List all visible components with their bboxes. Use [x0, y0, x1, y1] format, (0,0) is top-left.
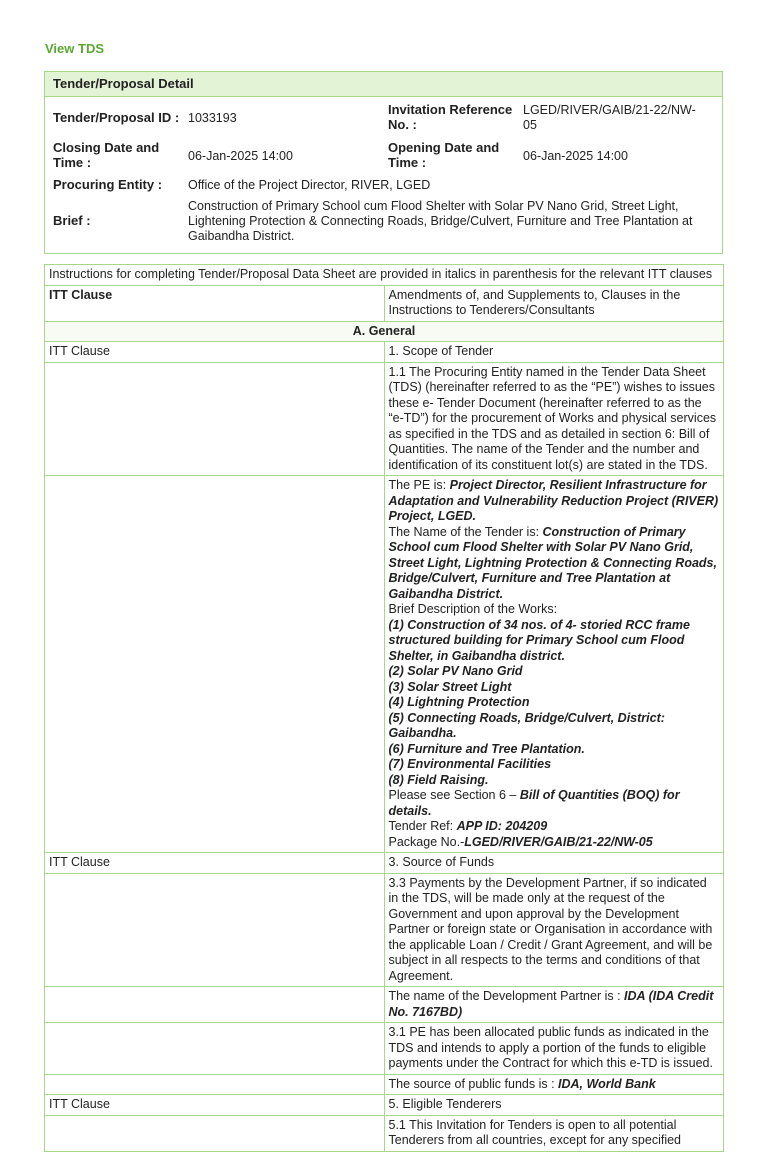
tds-intro: Instructions for completing Tender/Proposal Data Sheet are provided in italics in parenthesis for the relevant ITT clauses: [45, 265, 724, 286]
eligible-clause-5-1: 5.1 This Invitation for Tenders is open to all potential Tenderers from all countries, except for any specified: [384, 1115, 724, 1151]
table-row: [45, 285, 724, 321]
work-item: (8) Field Raising.: [388, 772, 489, 787]
table-row: [45, 1023, 724, 1075]
tender-id-label: Tender/Proposal ID :: [53, 110, 180, 125]
tender-ref-value: APP ID: 204209: [456, 819, 548, 833]
public-funds-row: The source of public funds is : IDA, World Bank: [384, 1074, 724, 1095]
table-row: [45, 1074, 724, 1095]
work-item: (3) Solar Street Light: [388, 679, 512, 694]
scope-clause-1-1: 1.1 The Procuring Entity named in the Tender Data Sheet (TDS) (hereinafter referred to as the “PE”) wishes to issues these e- Tender Document (hereinafter referred to as the “e-TD”) for the procurement of Works and physical services as specified in the TDS and as detailed in section 6: Bill of Quantities. The name of the Tender and the number and identification of its constituent lot(s) are stated in the TDS.: [384, 362, 724, 476]
procuring-entity-label: Procuring Entity :: [53, 177, 163, 192]
package-no-value: LGED/RIVER/GAIB/21-22/NW-05: [464, 834, 653, 849]
scope-details: The PE is: Project Director, Resilient Infrastructure for Adaptation and Vulnerability Reduction Project (RIVER) Project, LGED. The Name of the Tender is: Construction of Primary School cum Flood Shelter with Solar PV Nano Grid, Street Light, Lightning Protection & Connecting Roads, Bridge/Culvert, Furniture and Tree Plantation at Gaibandha District. Brief Description of the Works: (1) Construction of 34 nos. of 4- storied RCC frame structured building for Primary School cum Flood Shelter, in Gaibandha district. (2) Solar PV Nano Grid (3) Solar Street Light (4) Lightning Protection (5) Connecting Roads, Bridge/Culvert, District: Gaibandha. (6) Furniture and Tree Plantation. (7) Environmental Facilities (8) Field Raising. Please see Section 6 – Bill of Quantities (BOQ) for details. Tender Ref: APP ID: 204209 Package No.-LGED/RIVER/GAIB/21-22/NW-05: [384, 476, 724, 853]
brief-label: Brief :: [53, 213, 91, 228]
closing-date-label: Closing Date and Time :: [53, 140, 160, 170]
funds-clause-3-3: 3.3 Payments by the Development Partner, if so indicated in the TDS, will be made only at the request of the Government and upon approval by the Development Partner or foreign state or Organisation in accordance with the applicable Loan / Credit / Grant Agreement, and will be subject in all respects to the terms and conditions of that Agreement.: [384, 873, 724, 987]
table-row: [45, 265, 724, 286]
scope-title: 1. Scope of Tender: [384, 342, 724, 363]
eligible-title: 5. Eligible Tenderers: [384, 1095, 724, 1116]
funds-title: 3. Source of Funds: [384, 853, 724, 874]
table-row: [45, 1115, 724, 1151]
dev-partner-row: The name of the Development Partner is : IDA (IDA Credit No. 7167BD): [384, 987, 724, 1023]
table-row: [45, 1095, 724, 1116]
work-item: (4) Lightning Protection: [388, 695, 530, 709]
tender-name-value: Construction of Primary School cum Flood Shelter with Solar PV Nano Grid, Street Light, Lightning Protection & Connecting Roads, Bridge/Culvert, Furniture and Tree Plantation at Gaibandha District.: [388, 524, 717, 601]
itt-clause-label: ITT Clause: [45, 342, 385, 363]
tender-detail-header: Tender/Proposal Detail: [45, 72, 722, 97]
table-row: [45, 987, 724, 1023]
itt-clause-header: ITT Clause: [45, 285, 385, 321]
table-row: [45, 853, 724, 874]
procuring-entity-value: Office of the Project Director, RIVER, LGED: [188, 178, 431, 192]
tds-table: [44, 264, 724, 1152]
closing-date-value: 06-Jan-2025 14:00: [188, 149, 293, 163]
work-item: (7) Environmental Facilities: [388, 757, 552, 771]
work-item: (6) Furniture and Tree Plantation.: [388, 741, 585, 756]
opening-date-value: 06-Jan-2025 14:00: [523, 149, 628, 163]
opening-date-label: Opening Date and Time :: [388, 140, 500, 170]
table-row: [45, 321, 724, 342]
table-row: [45, 476, 724, 853]
section-a-heading: A. General: [45, 321, 724, 342]
invitation-ref-label: Invitation Reference No. :: [388, 102, 513, 132]
itt-clause-label: ITT Clause: [45, 853, 385, 874]
work-item: (5) Connecting Roads, Bridge/Culvert, District: Gaibandha.: [388, 710, 665, 740]
brief-value: Construction of Primary School cum Flood Shelter with Solar PV Nano Grid, Street Light, Lightening Protection & Connecting Roads, Bridge/Culvert, Furniture and Tree Plantation at Gaibandha District.: [188, 199, 693, 243]
page-title: View TDS: [45, 41, 105, 56]
amendments-header: Amendments of, and Supplements to, Clauses in the Instructions to Tenderers/Consultants: [384, 285, 724, 321]
invitation-ref-value: LGED/RIVER/GAIB/21-22/NW- 05: [523, 103, 696, 132]
tender-id-value: 1033193: [188, 111, 237, 125]
table-row: [45, 342, 724, 363]
dev-partner-value: IDA (IDA Credit No. 7167BD): [388, 989, 714, 1019]
table-row: [45, 873, 724, 987]
work-item: (1) Construction of 34 nos. of 4- storied RCC frame structured building for Primary School cum Flood Shelter, in Gaibandha district.: [388, 617, 690, 663]
public-funds-value: IDA, World Bank: [558, 1076, 656, 1091]
pe-value: Project Director, Resilient Infrastructure for Adaptation and Vulnerability Reduction Project (RIVER) Project, LGED.: [388, 478, 719, 523]
tender-detail-panel: [44, 71, 723, 254]
funds-clause-3-1: 3.1 PE has been allocated public funds as indicated in the TDS and intends to apply a portion of the funds to eligible payments under the Contract for which this e-TD is issued.: [384, 1023, 724, 1075]
table-row: [45, 362, 724, 476]
work-item: (2) Solar PV Nano Grid: [388, 664, 523, 678]
itt-clause-label: ITT Clause: [45, 1095, 385, 1116]
